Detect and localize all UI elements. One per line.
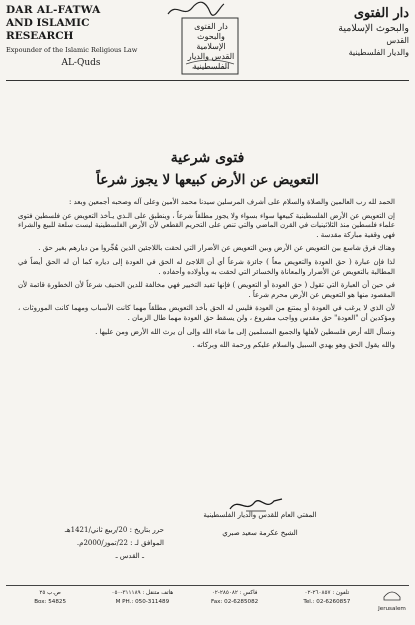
date-city: ـ القدس ـ [115,552,144,560]
letterhead-english [6,4,156,68]
letterhead-en-name: DAR AL-FATWA [6,4,101,16]
letterhead-en-tagline: Expounder of the Islamic Religious Law [6,46,138,54]
date-block [14,524,164,563]
body-paragraph-4: لذا فإن عبارة ( حق العودة والتعويض معاً ) جائزة شرعاً أي أن اللاجئ له الحق في العودة إلى دياره كما أن له الحق أيضاً في المطالبة بالتعويض عن الأضرار والمعاناة والخسائر التي لحقت به وبأولاده وأحفاده . [18,257,395,276]
document-title: فتوى شرعية [170,150,245,166]
document-body [18,198,395,355]
body-paragraph-3: وهناك فرق شاسع بين التعويض عن الأرض وبين التعويض عن الأضرار التي لحقت باللاجئين الذين هُجِّروا من ديارهم بغير حق . [38,244,395,253]
footer-mobile: هاتف متنقل : ٣١١١٨٩-٠٥٠ M PH.: 050-311489 [111,590,174,605]
dome-icon [382,589,402,601]
date-gregorian: الموافق لـ : 22/تموز/2000م. [76,539,164,547]
letterhead-arabic [289,6,409,59]
footer-tel: تلفون : ٢٦٠٨٥٧-٠٢ Tel.: 02-6260857 [303,590,351,605]
body-paragraph-8: والله يقول الحق وهو يهدي السبيل والسلام عليكم ورحمة الله وبركاته . [192,341,395,350]
body-paragraph-7: ونسأل الله أرض فلسطين لأهلها والجميع المسلمين إلى ما شاء الله وإلى أن يرث الله الأرض ومن عليها . [95,327,395,336]
date-hijri: حرر بتاريخ : 20/ربيع ثاني/1421هـ [64,526,164,534]
footer-contacts [4,589,411,614]
letterhead-ar-name: دار الفتوى [353,6,409,21]
letterhead-ar-subname: والبحوث الإسلامية [338,23,409,34]
signature-name: الشيخ عكرمة سعيد صبري [222,529,298,537]
body-paragraph-5: في حين أن العبارة التي تقول ( حق العودة أو التعويض ) فإنها تفيد التخيير فهي مخالفة للدين الحنيف شرعاً لأن الخطورة قائمة لأن المقصود منها هو التعويض عن الأرض محرم شرعاً . [18,281,395,299]
body-paragraph-1: الحمد لله رب العالمين والصلاة والسلام على أشرف المرسلين سيدنا محمد الأمين وعلى آله وصحبه أجمعين وبعد : [69,198,395,206]
body-paragraph-6: لأن الذي لا يرغب في العودة أو يمتنع من العودة فليس له الحق بأخذ التعويض مطلقاً مهما كانت الأسباب ومهما كانت الموروثات ، ومؤكدين أن "العودة" حق مقدس وواجب مشروع ، ولن يسقط حق العودة مهما طال الزمان . [18,304,395,322]
signature-title: المفتي العام للقدس والديار الفلسطينية [203,511,317,519]
footer-fax: فاكس : ٢٨٥٠٨٢-٠٢ Fax: 02-6285082 [211,590,259,605]
signature-block [200,510,320,538]
footer-city: Jerusalem [378,606,406,612]
letterhead-ar-city: القدس [386,36,409,45]
letterhead-en-subname: AND ISLAMIC RESEARCH [6,17,90,42]
footer-pobox: ص.ب ٢٥ Box: 54825 [34,590,67,605]
seal-signature-icon [166,0,226,20]
body-paragraph-2: إن التعويض عن الأرض الفلسطينية كبيعها سواء بسواء ولا يجوز مطلقاً شرعاً ، وينطبق على الـذي يـأخذ التعويض عن فلسطين فتوى علماء فلسطين منذ الثلاثينيات في القرن الماضي والتي تنص على التحريم القطعي لأن الأرض الفلسطينية ليست سلعة للبيع والشراء فهي وقفية مباركة مقدسة . [18,211,395,239]
seal-text: دار الفتوى والبحوث الإسلامية القدس والديار الفلسطينية [187,22,235,71]
header-divider [6,80,409,81]
document-subtitle: التعويض عن الأرض كبيعها لا يجوز شرعاً [96,172,319,188]
letterhead-ar-region: والديار الفلسطينية [348,48,409,57]
official-seal [170,4,242,78]
letterhead-en-city: AL-Quds [61,58,101,68]
footer-jerusalem-logo [373,589,411,614]
footer-divider [6,585,409,586]
